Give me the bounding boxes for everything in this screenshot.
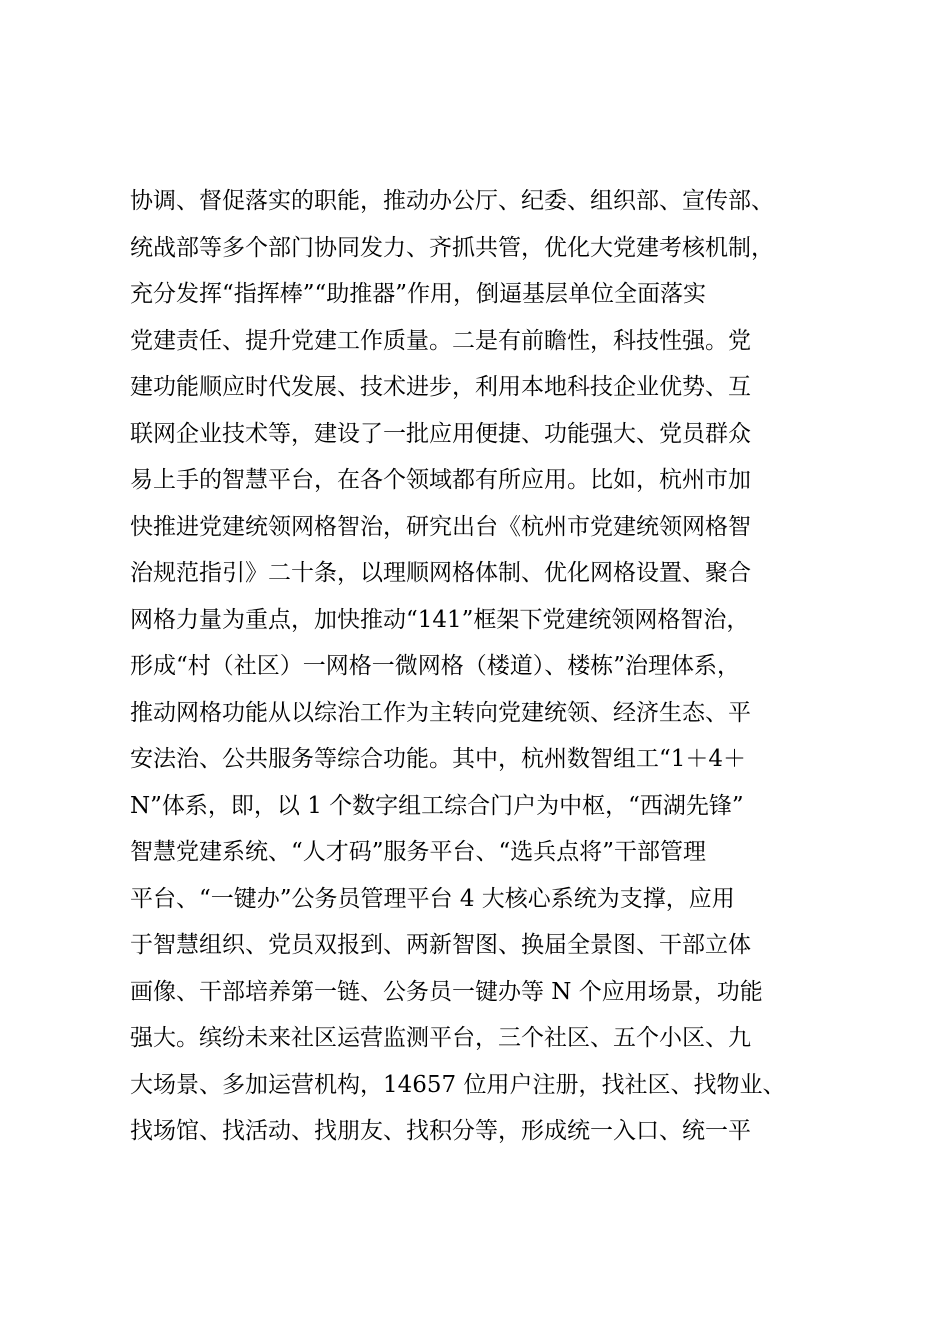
text-line-17: 于智慧组织、党员双报到、两新智图、换届全景图、干部立体 xyxy=(130,932,751,958)
text-line-3: 充分发挥“指挥棒”“助推器”作用，倒逼基层单位全面落实 xyxy=(130,281,707,307)
text-line-9: 治规范指引》二十条，以理顺网格体制、优化网格设置、聚合 xyxy=(130,560,751,586)
text-line-20: 大场景、多加运营机构，14657 位用户注册，找社区、找物业、 xyxy=(130,1071,786,1098)
text-line-13: 安法治、公共服务等综合功能。其中，杭州数智组工“1＋4＋ xyxy=(130,746,747,772)
text-line-5: 建功能顺应时代发展、技术进步，利用本地科技企业优势、互 xyxy=(130,374,751,400)
text-line-19: 强大。缤纷未来社区运营监测平台，三个社区、五个小区、九 xyxy=(130,1025,751,1051)
text-line-15: 智慧党建系统、“人才码”服务平台、“选兵点将”干部管理 xyxy=(130,839,707,865)
text-line-6: 联网企业技术等，建设了一批应用便捷、功能强大、党员群众 xyxy=(130,420,751,447)
text-line-2: 统战部等多个部门协同发力、齐抓共管，优化大党建考核机制， xyxy=(130,234,774,261)
text-line-7: 易上手的智慧平台，在各个领域都有所应用。比如，杭州市加 xyxy=(130,467,751,493)
text-line-4: 党建责任、提升党建工作质量。二是有前瞻性，科技性强。党 xyxy=(130,327,751,354)
text-line-8: 快推进党建统领网格智治，研究出台《杭州市党建统领网格智 xyxy=(130,513,751,540)
text-line-21: 找场馆、找活动、找朋友、找积分等，形成统一入口、统一平 xyxy=(130,1118,751,1144)
text-line-14: N”体系，即，以 1 个数字组工综合门户为中枢，“西湖先锋” xyxy=(130,792,744,819)
text-line-18: 画像、干部培养第一链、公务员一键办等 N 个应用场景，功能 xyxy=(130,978,763,1005)
body-text xyxy=(130,178,830,1155)
text-line-11: 形成“村（社区）一网格一微网格（楼道）、楼栋”治理体系， xyxy=(130,653,741,679)
text-line-10: 网格力量为重点，加快推动“141”框架下党建统领网格智治， xyxy=(130,606,750,633)
text-line-12: 推动网格功能从以综治工作为主转向党建统领、经济生态、平 xyxy=(130,699,751,726)
text-line-16: 平台、“一键办”公务员管理平台 4 大核心系统为支撑，应用 xyxy=(130,885,735,912)
text-line-1: 协调、督促落实的职能，推动办公厅、纪委、组织部、宣传部、 xyxy=(130,188,774,214)
